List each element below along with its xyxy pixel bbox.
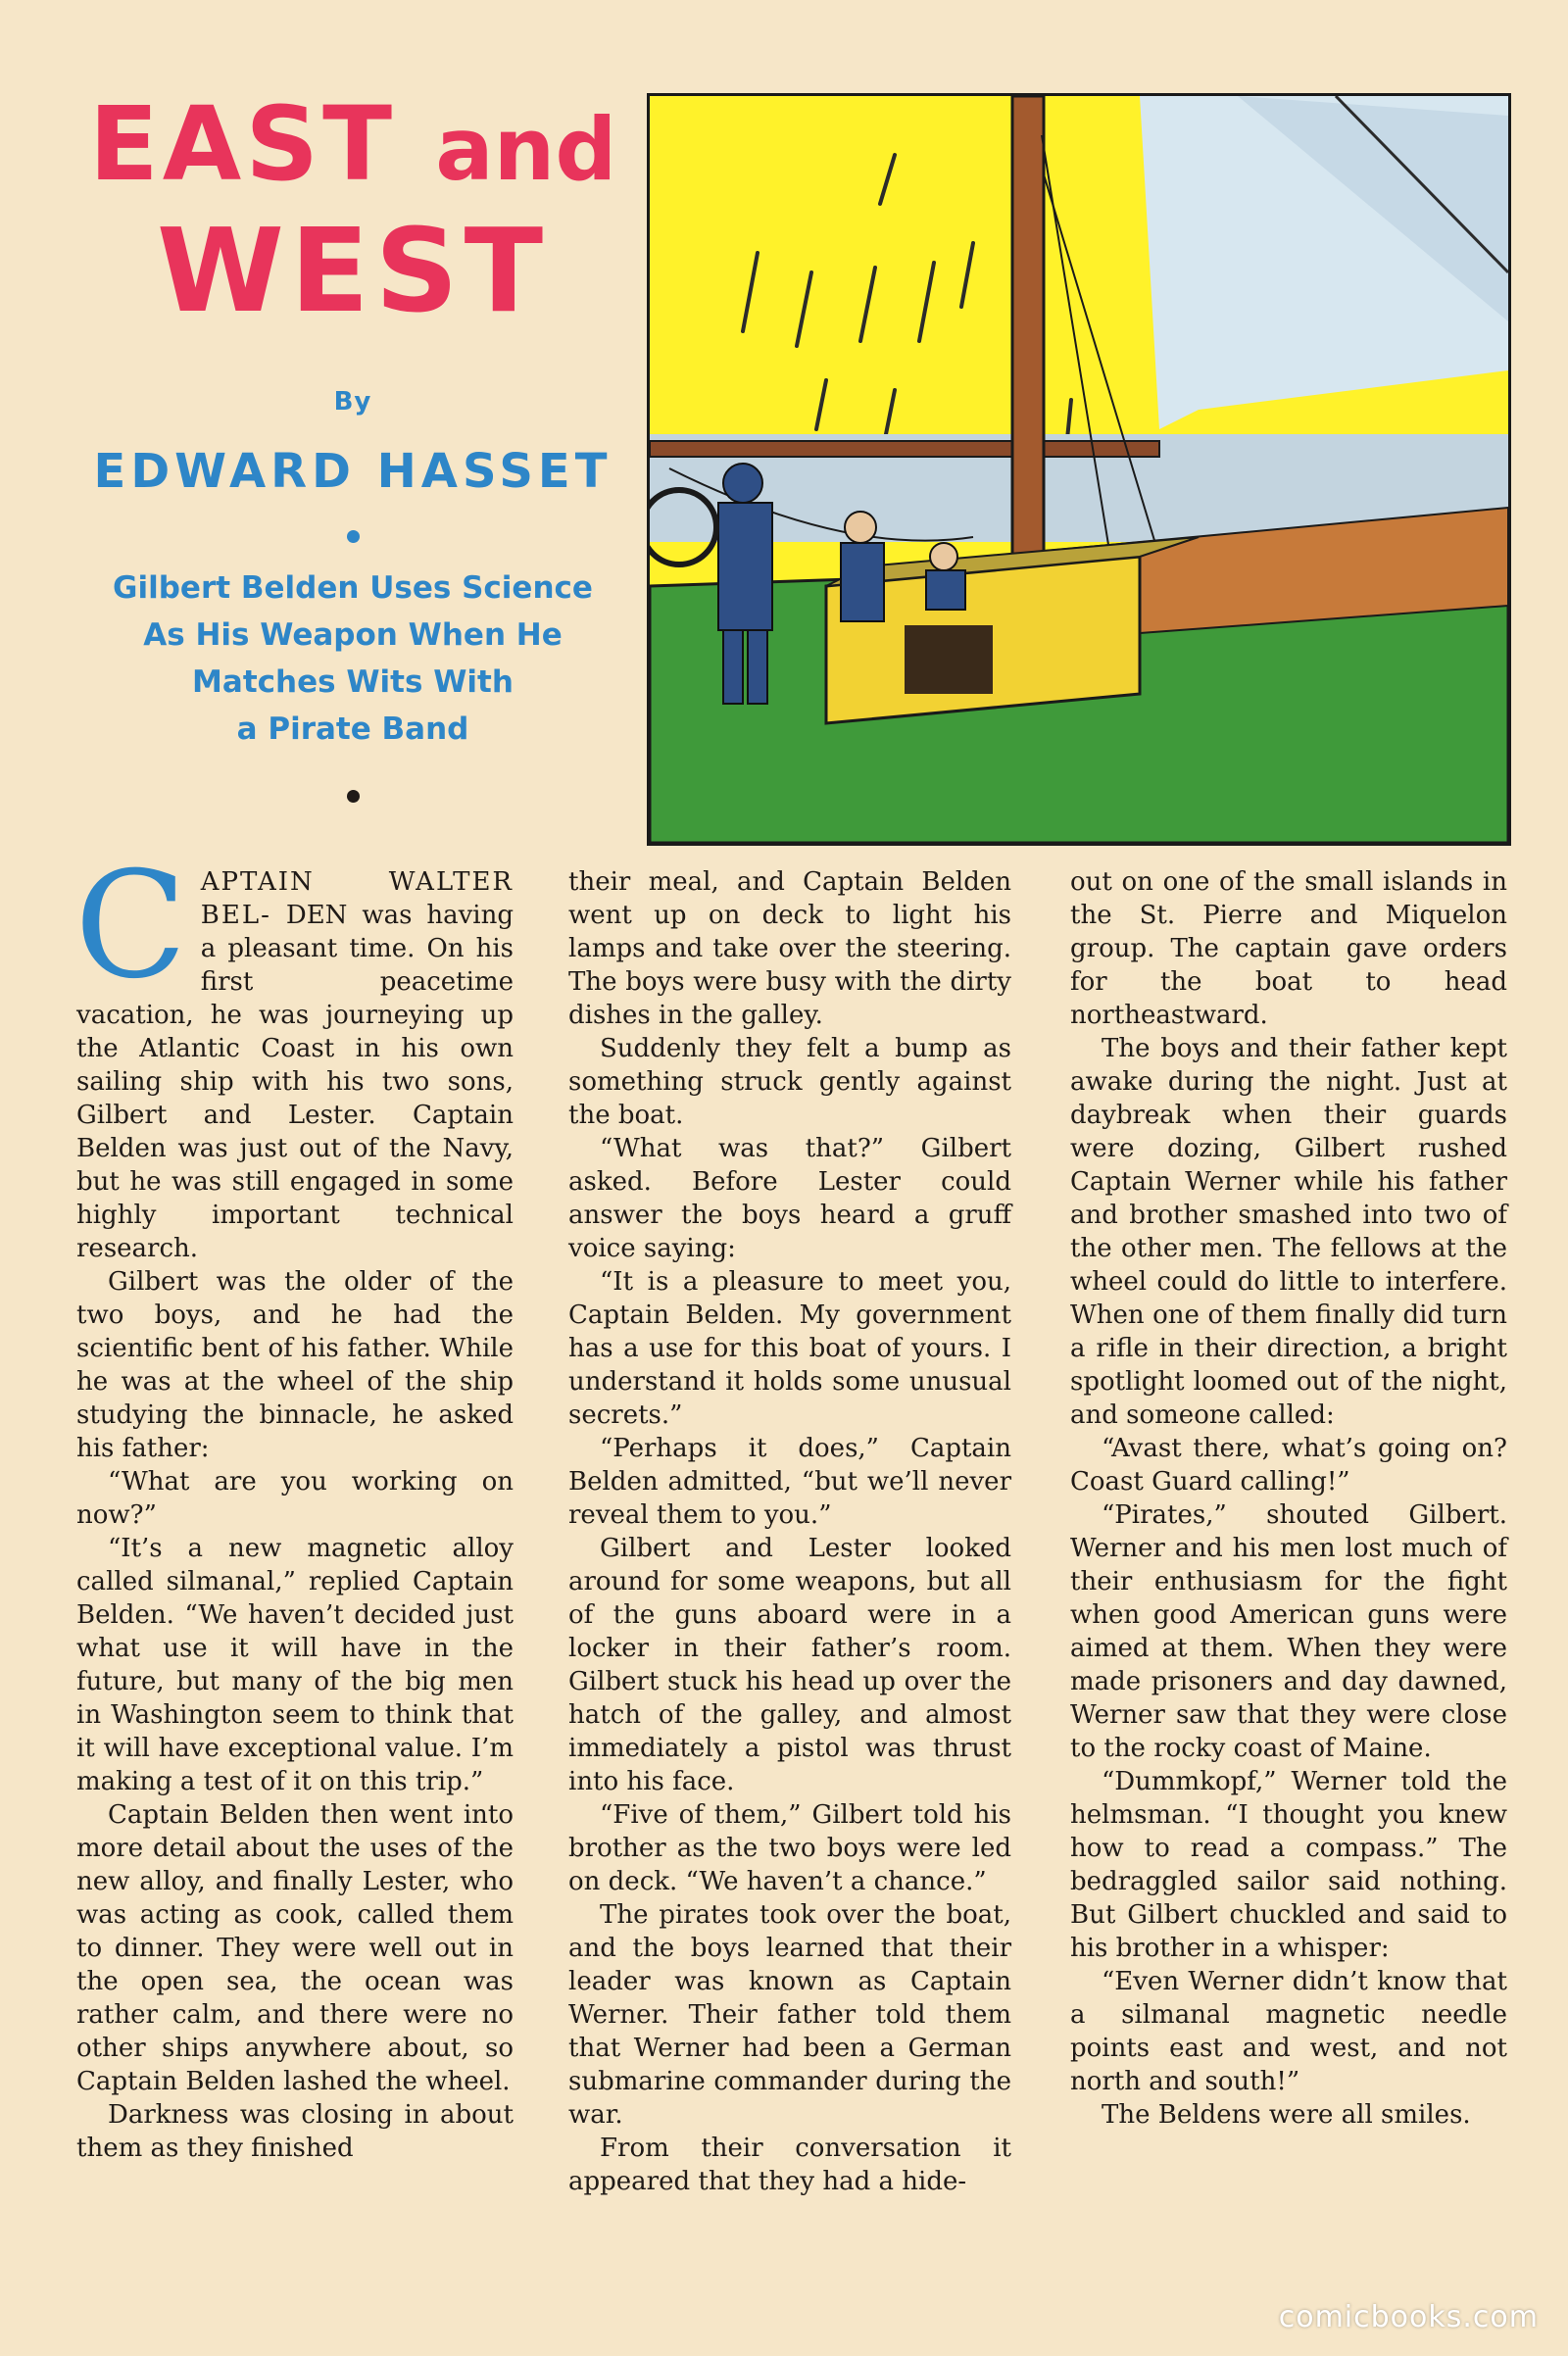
paragraph: The Beldens were all smiles. [1102, 2100, 1471, 2130]
text-column-3 [1070, 865, 1507, 2132]
author-name: EDWARD HASSET [93, 444, 612, 499]
paragraph: “Even Werner didn’t know that a silmanal magnetic needle points east and west, and not north and south!” [1070, 1967, 1507, 2096]
story-title-line-1 [59, 84, 647, 204]
story-illustration [647, 93, 1511, 846]
deck-line: a Pirate Band [236, 712, 469, 747]
title-word-and: and [435, 99, 617, 200]
cabin-hatch [905, 625, 993, 694]
paragraph: The pirates took over the boat, and the boys learned that their leader was known as Captain Werner. Their father told them that Werner had been a German submarine commander during the war. [568, 1900, 1011, 2130]
paragraph: Darkness was closing in about them as they finished [76, 2100, 514, 2163]
paragraph: “Pirates,” shouted Gilbert. Werner and his men lost much of their enthusiasm for the fight when good American guns were aimed at them. When they were made prisoners and day dawned, Werner saw that they were close to the rocky coast of Maine. [1070, 1500, 1507, 1763]
lead-text: DEN was having a pleasant time. On his first peacetime vacation, he was journeying up the Atlantic Coast in his own sailing ship with his two sons, Gilbert and Lester. Captain Belden was just out of the Navy, but he was still engaged in some highly important technical research. [76, 901, 514, 1263]
paragraph: Gilbert and Lester looked around for some weapons, but all of the guns aboard were in a locker in their father’s room. Gilbert stuck his head up over the hatch of the galley, and almost immediately a pistol was thrust into his face. [568, 1534, 1011, 1796]
continued-paragraph: out on one of the small islands in the St. Pierre and Miquelon group. The captain gave orders for the boat to head northeastward. [1070, 867, 1507, 1030]
continued-paragraph: their meal, and Captain Belden went up on deck to light his lamps and take over the steering. The boys were busy with the dirty dishes in the galley. [568, 867, 1011, 1030]
paragraph: “It is a pleasure to meet you, Captain Belden. My government has a use for this boat of yours. I understand it holds some unusual secrets.” [568, 1267, 1011, 1430]
deck-line: As His Weapon When He [143, 617, 563, 653]
bullet-dot-icon [347, 790, 360, 803]
text-column-1 [74, 841, 514, 2165]
paragraph: From their conversation it appeared that they had a hide- [568, 2134, 1011, 2196]
paragraph: Captain Belden then went into more detail about the uses of the new alloy, and finally Lester, who was acting as cook, called them to dinner. They were well out in the open sea, the ocean was rather calm, and there were no other ships anywhere about, so Captain Belden lashed the wheel. [76, 1800, 514, 2096]
paragraph: “Five of them,” Gilbert told his brother as the two boys were led on deck. “We haven’t a chance.” [568, 1800, 1011, 1896]
title-block [59, 84, 647, 803]
drop-cap: C [74, 841, 187, 1011]
story-deck [59, 564, 647, 753]
watermark: comicbooks.com [1278, 2300, 1539, 2334]
byline: By [333, 387, 372, 417]
paragraph: “What was that?” Gilbert asked. Before Lester could answer the boys heard a gruff voice saying: [568, 1134, 1011, 1263]
paragraph: “Dummkopf,” Werner told the helmsman. “I thought you knew how to read a compass.” The bedraggled sailor said nothing. But Gilbert chuckled and said to his brother in a whisper: [1070, 1767, 1507, 1963]
deck-line: Gilbert Belden Uses Science [113, 570, 593, 606]
paragraph: “It’s a new magnetic alloy called silmanal,” replied Captain Belden. “We haven’t decided just what use it will have in the future, but many of the big men in Washington seem to think that it will have exceptional value. I’m making a test of it on this trip.” [76, 1534, 514, 1796]
boom [650, 441, 1159, 457]
story-title-line-2: WEST [156, 203, 550, 338]
paragraph: Suddenly they felt a bump as something struck gently against the boat. [568, 1034, 1011, 1130]
sailboat-illustration [650, 96, 1508, 843]
paragraph: Gilbert was the older of the two boys, and he had the scientific bent of his father. While he was at the wheel of the ship studying the binnacle, he asked his father: [76, 1267, 514, 1463]
lead-smallcaps: APTAIN WALTER BEL- [200, 867, 514, 930]
bullet-dot-icon [347, 530, 360, 543]
paragraph: “Avast there, what’s going on? Coast Guard calling!” [1070, 1434, 1507, 1497]
text-column-2 [568, 865, 1011, 2198]
title-word-east: EAST [88, 84, 397, 204]
paragraph: The boys and their father kept awake during the night. Just at daybreak when their guards were dozing, Gilbert rushed Captain Werner while his father and brother smashed into two of the other men. The fellows at the wheel could do little to interfere. When one of them finally did turn a rifle in their direction, a bright spotlight loomed out of the night, and someone called: [1070, 1034, 1507, 1430]
paragraph: “Perhaps it does,” Captain Belden admitted, “but we’ll never reveal them to you.” [568, 1434, 1011, 1530]
lead-paragraph [74, 841, 514, 1265]
paragraph: “What are you working on now?” [76, 1467, 514, 1530]
deck-line: Matches Wits With [192, 664, 514, 700]
